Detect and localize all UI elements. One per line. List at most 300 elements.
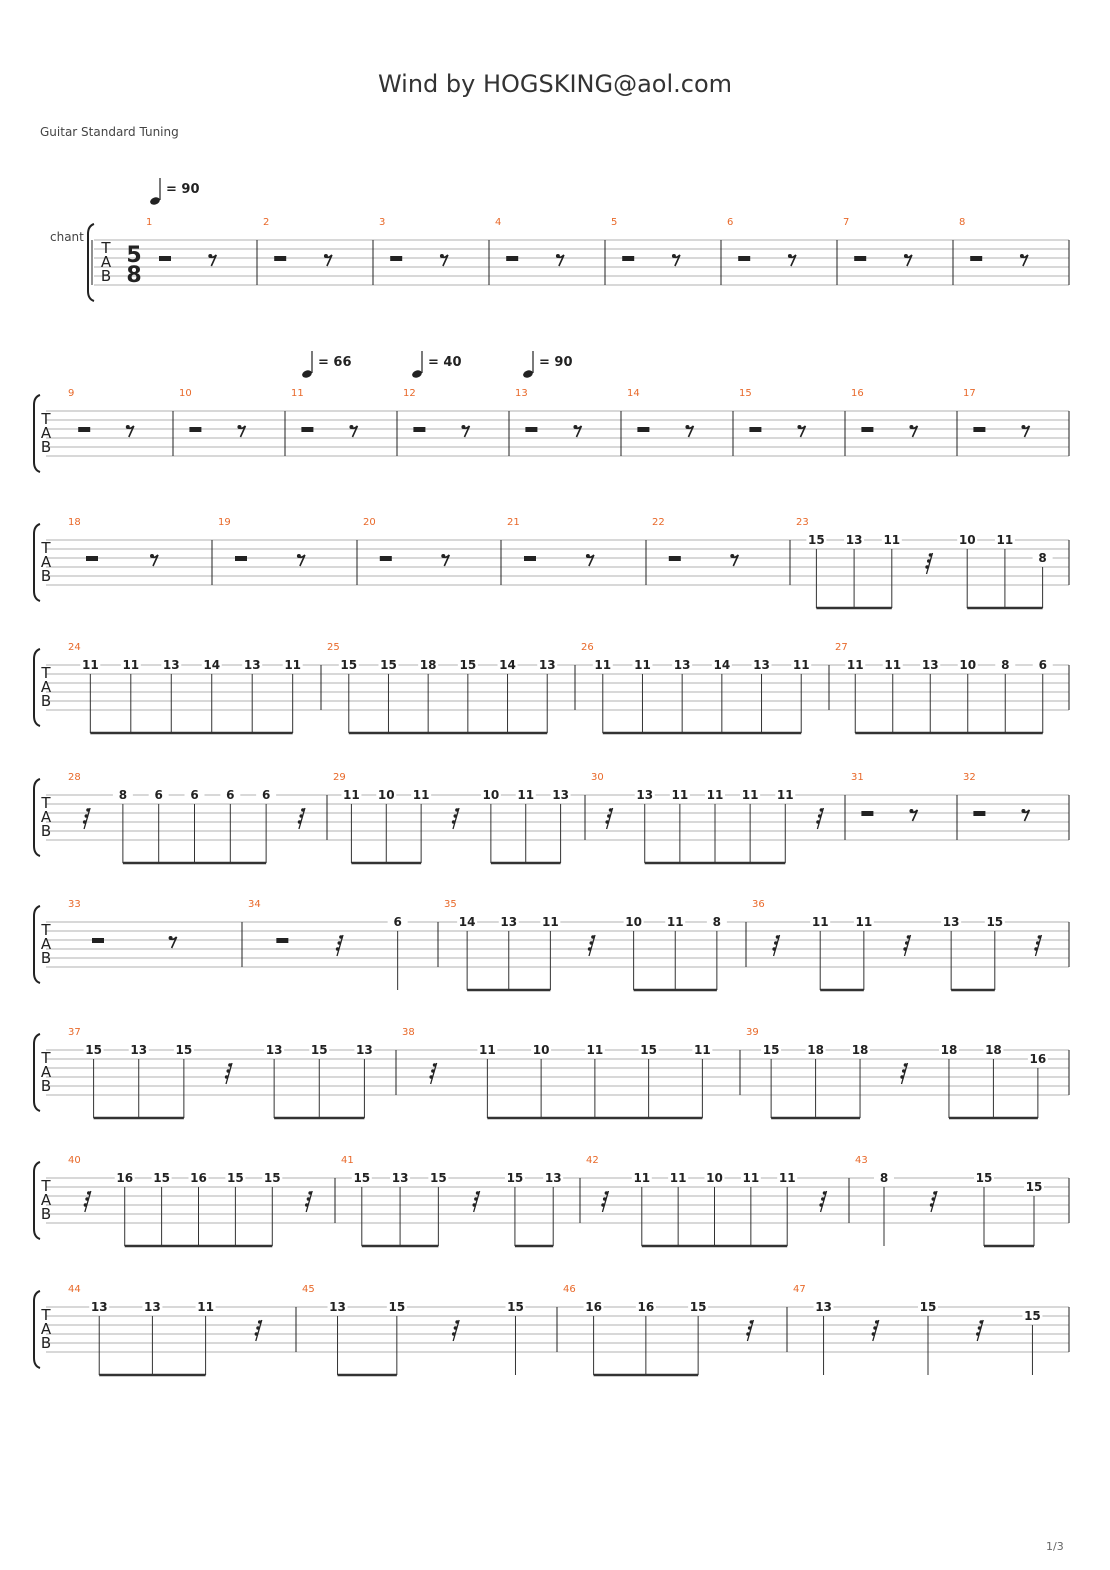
eighth-rest-dot [586, 554, 590, 558]
eighth-rest-dot [788, 254, 792, 258]
short-rest-dot [821, 1197, 825, 1201]
short-rest-dot [472, 1203, 476, 1207]
short-rest-dot [930, 1203, 934, 1207]
measure-number: 26 [581, 642, 594, 653]
short-rest-dot [298, 820, 302, 824]
short-rest-dot [774, 941, 778, 945]
fret-number: 11 [594, 658, 612, 672]
measure-number: 18 [68, 517, 81, 528]
eighth-rest-dot [797, 425, 801, 429]
half-rest [189, 427, 201, 432]
short-rest-dot [339, 935, 343, 939]
fret-number: 13 [162, 658, 180, 672]
eighth-rest-dot [556, 254, 560, 258]
short-rest-dot [85, 814, 89, 818]
system-bracket [34, 1291, 40, 1368]
half-rest [970, 256, 982, 261]
short-rest-dot [87, 1191, 91, 1195]
eighth-rest-dot [150, 554, 154, 558]
fret-number: 11 [884, 658, 902, 672]
tab-clef-letter: A [40, 935, 52, 953]
fret-number: 10 [377, 788, 395, 802]
fret-number: 13 [329, 1300, 346, 1314]
measure-number: 41 [341, 1155, 354, 1166]
short-rest-dot [474, 1197, 478, 1201]
fret-number: 15 [175, 1043, 193, 1057]
tuning-label: Guitar Standard Tuning [40, 125, 179, 139]
fret-number: 11 [633, 1171, 651, 1185]
system-bracket [88, 224, 94, 301]
half-rest [973, 427, 985, 432]
short-rest-dot [750, 1320, 754, 1324]
fret-number: 18 [851, 1043, 869, 1057]
measure-number: 33 [68, 899, 81, 910]
short-rest-dot [872, 1332, 876, 1336]
measure-number: 36 [752, 899, 765, 910]
short-rest-dot [903, 947, 907, 951]
half-rest [854, 256, 866, 261]
measure-number: 4 [495, 217, 502, 228]
fret-number: 13 [753, 658, 770, 672]
short-rest-dot [816, 820, 820, 824]
fret-number: 15 [263, 1171, 281, 1185]
measure-number: 31 [851, 772, 864, 783]
system-bracket [34, 1162, 40, 1239]
fret-number: 11 [706, 788, 724, 802]
system-bracket [34, 906, 40, 983]
fret-number: 13 [265, 1043, 283, 1057]
fret-number: 15 [340, 658, 358, 672]
short-rest-dot [589, 941, 593, 945]
track-name: chant [50, 230, 84, 244]
fret-number: 11 [846, 658, 864, 672]
measure-number: 23 [796, 517, 809, 528]
score-title: Wind by HOGSKING@aol.com [377, 70, 733, 98]
fret-number: 13 [144, 1300, 161, 1314]
half-rest [669, 556, 681, 561]
fret-number: 15 [506, 1171, 524, 1185]
short-rest-dot [301, 808, 305, 812]
eighth-rest-dot [909, 425, 913, 429]
tab-clef-letter: B [100, 267, 112, 285]
short-rest-dot [873, 1326, 877, 1330]
fret-number: 8 [1001, 658, 1010, 672]
fret-number: 10 [958, 533, 976, 547]
fret-number: 14 [458, 915, 476, 929]
fret-number: 8 [712, 915, 722, 929]
tab-clef-letter: B [40, 1077, 52, 1095]
measure-number: 35 [444, 899, 457, 910]
fret-number: 11 [811, 915, 829, 929]
short-rest-dot [875, 1320, 879, 1324]
short-rest-dot [476, 1191, 480, 1195]
fret-number: 11 [792, 658, 810, 672]
half-rest [276, 938, 288, 943]
measure-number: 2 [263, 217, 270, 228]
measure-number: 14 [627, 388, 640, 399]
eighth-rest-dot [297, 554, 301, 558]
tab-clef-letter: A [40, 1191, 52, 1209]
short-rest-dot [452, 1332, 456, 1336]
measure-number: 6 [727, 217, 734, 228]
short-rest-dot [905, 941, 909, 945]
short-rest-dot [900, 1075, 904, 1079]
short-rest-dot [455, 808, 459, 812]
half-rest [235, 556, 247, 561]
short-rest-dot [1036, 941, 1040, 945]
system-bracket [34, 1034, 40, 1111]
fret-number: 11 [883, 533, 901, 547]
short-rest-dot [429, 1075, 433, 1079]
short-rest-dot [772, 947, 776, 951]
short-rest-dot [601, 1203, 605, 1207]
short-rest-dot [820, 808, 824, 812]
measure-number: 38 [402, 1027, 415, 1038]
short-rest-dot [931, 1197, 935, 1201]
measure-number: 37 [68, 1027, 81, 1038]
short-rest-dot [607, 814, 611, 818]
tab-clef-letter: B [40, 822, 52, 840]
fret-number: 16 [190, 1171, 207, 1185]
half-rest [622, 256, 634, 261]
eighth-rest-dot [237, 425, 241, 429]
short-rest-dot [819, 1203, 823, 1207]
tempo-value: = 90 [166, 182, 200, 197]
fret-number: 13 [90, 1300, 108, 1314]
eighth-rest-dot [685, 425, 689, 429]
half-rest [637, 427, 649, 432]
fret-number: 16 [1029, 1052, 1047, 1066]
short-rest-dot [84, 1203, 88, 1207]
fret-number: 15 [430, 1171, 447, 1185]
fret-number: 15 [353, 1171, 371, 1185]
half-rest [524, 556, 536, 561]
half-rest [525, 427, 537, 432]
fret-number: 11 [284, 658, 302, 672]
fret-number: 11 [542, 915, 559, 929]
tab-clef-letter: T [41, 664, 51, 682]
short-rest-dot [976, 1332, 980, 1336]
short-rest-dot [748, 1326, 752, 1330]
fret-number: 11 [996, 533, 1014, 547]
short-rest-dot [933, 1191, 937, 1195]
half-rest [78, 427, 90, 432]
fret-number: 15 [808, 533, 825, 547]
fret-number: 15 [919, 1300, 937, 1314]
tab-clef-letter: B [40, 567, 52, 585]
half-rest [973, 811, 985, 816]
fret-number: 15 [310, 1043, 328, 1057]
short-rest-dot [902, 1069, 906, 1073]
half-rest [861, 427, 873, 432]
tempo-value: = 90 [539, 355, 573, 370]
fret-number: 11 [479, 1043, 496, 1057]
short-rest-dot [431, 1069, 435, 1073]
fret-number: 11 [586, 1043, 604, 1057]
measure-number: 19 [218, 517, 231, 528]
measure-number: 44 [68, 1284, 81, 1295]
fret-number: 15 [1024, 1309, 1041, 1323]
fret-number: 18 [419, 658, 437, 672]
eighth-rest-dot [349, 425, 353, 429]
short-rest-dot [455, 1320, 459, 1324]
fret-number: 13 [815, 1300, 832, 1314]
fret-number: 15 [459, 658, 477, 672]
tempo-note-head [149, 196, 161, 206]
fret-number: 10 [959, 658, 977, 672]
fret-number: 13 [921, 658, 939, 672]
eighth-rest-dot [573, 425, 577, 429]
measure-number: 13 [515, 388, 528, 399]
short-rest-dot [454, 1326, 458, 1330]
short-rest-dot [305, 1203, 309, 1207]
short-rest-dot [255, 1332, 259, 1336]
tab-clef-letter: B [40, 692, 52, 710]
short-rest-dot [452, 820, 456, 824]
fret-number: 13 [538, 658, 556, 672]
time-signature-top: 5 [126, 243, 142, 268]
measure-number: 10 [179, 388, 192, 399]
eighth-rest-dot [1021, 425, 1025, 429]
fret-number: 11 [122, 658, 140, 672]
short-rest-dot [978, 1326, 982, 1330]
fret-number: 14 [203, 658, 221, 672]
tab-clef-letter: B [40, 1334, 52, 1352]
system-bracket [34, 524, 40, 601]
measure-number: 5 [611, 217, 618, 228]
measure-number: 46 [563, 1284, 576, 1295]
fret-number: 15 [227, 1171, 244, 1185]
fret-number: 15 [762, 1043, 780, 1057]
fret-number: 11 [669, 1171, 687, 1185]
measure-number: 34 [248, 899, 261, 910]
short-rest-dot [929, 553, 933, 557]
half-rest [86, 556, 98, 561]
fret-number: 18 [807, 1043, 824, 1057]
measure-number: 43 [855, 1155, 868, 1166]
tab-clef-letter: B [40, 1205, 52, 1223]
fret-number: 16 [585, 1300, 602, 1314]
fret-number: 16 [637, 1300, 655, 1314]
short-rest-dot [818, 814, 822, 818]
fret-number: 15 [85, 1043, 102, 1057]
eighth-rest-dot [672, 254, 676, 258]
eighth-rest-dot [440, 254, 444, 258]
eighth-rest-dot [461, 425, 465, 429]
fret-number: 11 [671, 788, 689, 802]
fret-number: 14 [499, 658, 516, 672]
short-rest-dot [453, 814, 457, 818]
fret-number: 6 [1038, 658, 1047, 672]
measure-number: 11 [291, 388, 304, 399]
tab-clef-letter: T [41, 539, 51, 557]
fret-number: 11 [742, 1171, 760, 1185]
measure-number: 32 [963, 772, 976, 783]
fret-number: 10 [625, 915, 642, 929]
tempo-note-head [522, 369, 534, 379]
tab-clef-letter: A [40, 808, 52, 826]
fret-number: 13 [552, 788, 569, 802]
eighth-rest-dot [730, 554, 734, 558]
fret-number: 15 [640, 1043, 657, 1057]
short-rest-dot [904, 1063, 908, 1067]
fret-number: 13 [845, 533, 863, 547]
fret-number: 11 [81, 658, 99, 672]
short-rest-dot [228, 1063, 232, 1067]
measure-number: 7 [843, 217, 850, 228]
short-rest-dot [776, 935, 780, 939]
fret-number: 6 [154, 788, 163, 802]
short-rest-dot [258, 1320, 262, 1324]
fret-number: 11 [694, 1043, 711, 1057]
short-rest-dot [307, 1197, 311, 1201]
fret-number: 13 [391, 1171, 409, 1185]
short-rest-dot [1038, 935, 1042, 939]
fret-number: 6 [393, 915, 402, 929]
tab-clef-letter: A [100, 253, 112, 271]
measure-number: 17 [963, 388, 976, 399]
short-rest-dot [823, 1191, 827, 1195]
measure-number: 45 [302, 1284, 315, 1295]
fret-number: 13 [636, 788, 654, 802]
fret-number: 11 [412, 788, 430, 802]
measure-number: 47 [793, 1284, 806, 1295]
measure-number: 39 [746, 1027, 759, 1038]
short-rest-dot [85, 1197, 89, 1201]
measure-number: 9 [68, 388, 75, 399]
short-rest-dot [1034, 947, 1038, 951]
fret-number: 11 [666, 915, 684, 929]
fret-number: 8 [118, 788, 128, 802]
eighth-rest-dot [1020, 254, 1024, 258]
measure-number: 42 [586, 1155, 599, 1166]
fret-number: 11 [197, 1300, 214, 1314]
tab-clef-letter: T [41, 794, 51, 812]
half-rest [506, 256, 518, 261]
fret-number: 11 [778, 1171, 796, 1185]
eighth-rest-dot [1021, 809, 1025, 813]
fret-number: 11 [343, 788, 360, 802]
system-bracket [34, 649, 40, 726]
fret-number: 15 [380, 658, 397, 672]
eighth-rest-dot [208, 254, 212, 258]
short-rest-dot [226, 1069, 230, 1073]
fret-number: 13 [356, 1043, 373, 1057]
half-rest [749, 427, 761, 432]
measure-number: 16 [851, 388, 864, 399]
fret-number: 16 [116, 1171, 134, 1185]
tempo-note-head [301, 369, 313, 379]
short-rest-dot [588, 947, 592, 951]
half-rest [301, 427, 313, 432]
measure-number: 21 [507, 517, 520, 528]
fret-number: 13 [942, 915, 960, 929]
time-signature-bottom: 8 [126, 263, 142, 288]
fret-number: 15 [975, 1171, 993, 1185]
fret-number: 15 [689, 1300, 707, 1314]
tempo-value: = 66 [318, 355, 352, 370]
fret-number: 13 [243, 658, 261, 672]
fret-number: 11 [855, 915, 873, 929]
short-rest-dot [603, 1197, 607, 1201]
tab-clef-letter: T [41, 410, 51, 428]
fret-number: 15 [507, 1300, 524, 1314]
short-rest-dot [605, 1191, 609, 1195]
fret-number: 13 [500, 915, 518, 929]
tempo-note-head [411, 369, 423, 379]
short-rest-dot [746, 1332, 750, 1336]
eighth-rest-dot [126, 425, 130, 429]
half-rest [413, 427, 425, 432]
measure-number: 27 [835, 642, 848, 653]
short-rest-dot [591, 935, 595, 939]
system-bracket [34, 779, 40, 856]
eighth-rest-dot [904, 254, 908, 258]
eighth-rest-dot [909, 809, 913, 813]
tab-clef-letter: A [40, 553, 52, 571]
short-rest-dot [925, 565, 929, 569]
measure-number: 12 [403, 388, 416, 399]
fret-number: 14 [713, 658, 731, 672]
fret-number: 10 [706, 1171, 723, 1185]
measure-number: 22 [652, 517, 665, 528]
short-rest-dot [927, 559, 931, 563]
short-rest-dot [609, 808, 613, 812]
fret-number: 15 [153, 1171, 170, 1185]
measure-number: 20 [363, 517, 376, 528]
fret-number: 11 [741, 788, 759, 802]
fret-number: 10 [532, 1043, 550, 1057]
fret-number: 11 [776, 788, 794, 802]
tab-clef-letter: T [41, 921, 51, 939]
half-rest [159, 256, 171, 261]
tab-clef-letter: T [41, 1049, 51, 1067]
tab-clef-letter: A [40, 424, 52, 442]
tab-clef-letter: A [40, 1320, 52, 1338]
tab-clef-letter: T [101, 239, 111, 257]
fret-number: 15 [1025, 1180, 1043, 1194]
short-rest-dot [86, 808, 90, 812]
measure-number: 24 [68, 642, 81, 653]
measure-number: 15 [739, 388, 752, 399]
eighth-rest-dot [441, 554, 445, 558]
fret-number: 13 [544, 1171, 562, 1185]
fret-number: 18 [985, 1043, 1002, 1057]
fret-number: 13 [130, 1043, 148, 1057]
measure-number: 29 [333, 772, 346, 783]
tab-clef-letter: B [40, 438, 52, 456]
fret-number: 11 [634, 658, 651, 672]
tempo-value: = 40 [428, 355, 462, 370]
short-rest-dot [308, 1191, 312, 1195]
fret-number: 8 [879, 1171, 889, 1185]
measure-number: 1 [146, 217, 153, 228]
short-rest-dot [299, 814, 303, 818]
short-rest-dot [336, 947, 340, 951]
page-number: 1/3 [1046, 1540, 1064, 1553]
measure-number: 28 [68, 772, 81, 783]
fret-number: 15 [986, 915, 1004, 929]
fret-number: 18 [940, 1043, 958, 1057]
tab-clef-letter: T [41, 1177, 51, 1195]
tab-clef-letter: B [40, 949, 52, 967]
measure-number: 8 [959, 217, 966, 228]
short-rest-dot [979, 1320, 983, 1324]
eighth-rest-dot [169, 936, 173, 940]
measure-number: 30 [591, 772, 604, 783]
fret-number: 6 [190, 788, 199, 802]
short-rest-dot [433, 1063, 437, 1067]
